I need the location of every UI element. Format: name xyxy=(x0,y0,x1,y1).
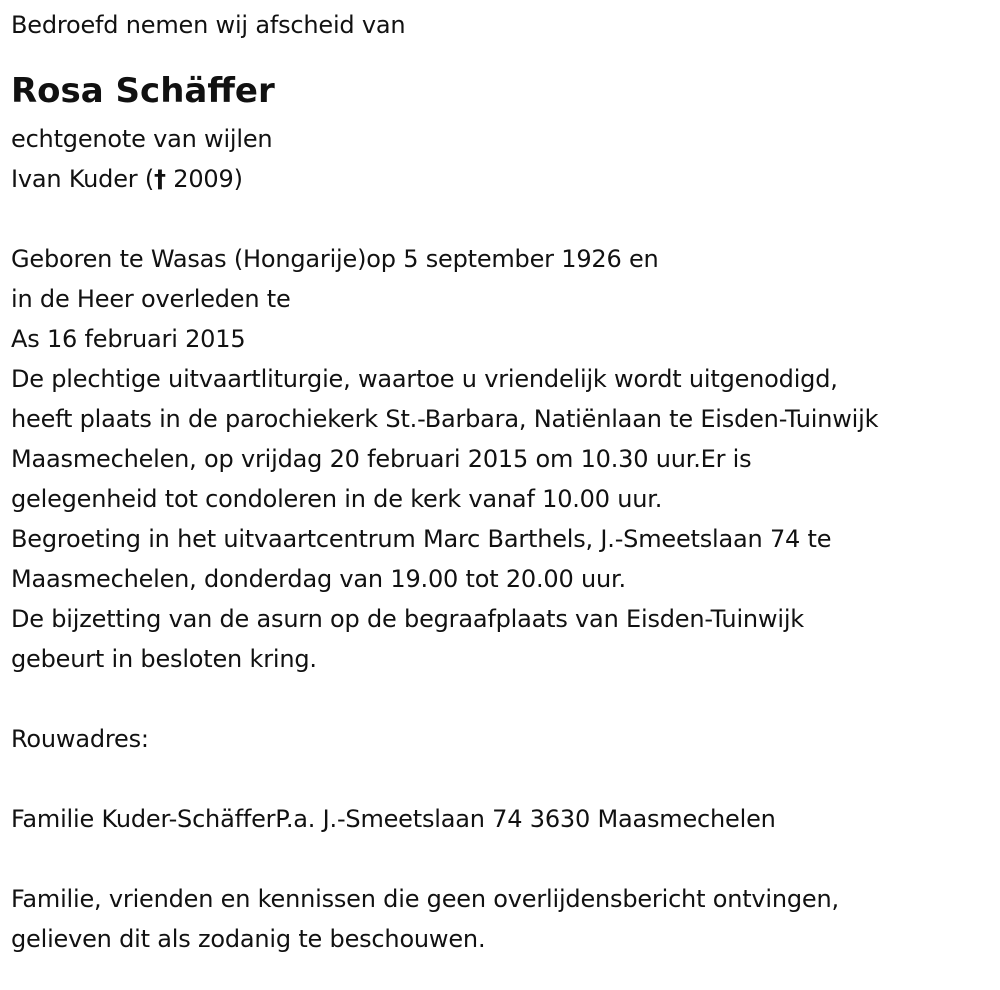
closing-line-1: Familie, vrienden en kennissen die geen overlijdensbericht ontvingen, xyxy=(11,885,839,913)
mourning-address: Familie Kuder-SchäfferP.a. J.-Smeetslaan 74 3630 Maasmechelen xyxy=(11,805,776,833)
spouse-line xyxy=(11,159,1000,199)
greeting-line-1: Begroeting in het uitvaartcentrum Marc Barthels, J.-Smeetslaan 74 te xyxy=(11,525,832,553)
birth-line: Geboren te Wasas (Hongarije)op 5 september 1926 en xyxy=(11,245,659,273)
greeting-line-2: Maasmechelen, donderdag van 19.00 tot 20.00 uur. xyxy=(11,565,626,593)
intro-text: Bedroefd nemen wij afscheid van xyxy=(11,11,406,39)
cross-icon: † xyxy=(154,165,166,193)
interment-line-1: De bijzetting van de asurn op de begraafplaats van Eisden-Tuinwijk xyxy=(11,605,804,633)
spacer xyxy=(11,199,1000,239)
liturgy-line-3: Maasmechelen, op vrijdag 20 februari 2015 om 10.30 uur.Er is xyxy=(11,445,752,473)
deceased-name: Rosa Schäffer xyxy=(11,71,275,111)
spouse-name: Ivan Kuder ( xyxy=(11,165,155,193)
liturgy-line-2: heeft plaats in de parochiekerk St.-Barbara, Natiënlaan te Eisden-Tuinwijk xyxy=(11,405,879,433)
address-label: Rouwadres: xyxy=(11,725,149,753)
death-line: in de Heer overleden te xyxy=(11,285,291,313)
death-date-line: As 16 februari 2015 xyxy=(11,325,246,353)
interment-line-2: gebeurt in besloten kring. xyxy=(11,645,317,673)
spacer xyxy=(11,759,1000,799)
closing-line-2: gelieven dit als zodanig te beschouwen. xyxy=(11,925,486,953)
spouse-death-year: 2009) xyxy=(165,165,243,193)
spacer xyxy=(11,839,1000,879)
spacer xyxy=(11,679,1000,719)
relation-text: echtgenote van wijlen xyxy=(11,125,273,153)
condolence-line: gelegenheid tot condoleren in de kerk vanaf 10.00 uur. xyxy=(11,485,663,513)
liturgy-line-1: De plechtige uitvaartliturgie, waartoe u vriendelijk wordt uitgenodigd, xyxy=(11,365,838,393)
